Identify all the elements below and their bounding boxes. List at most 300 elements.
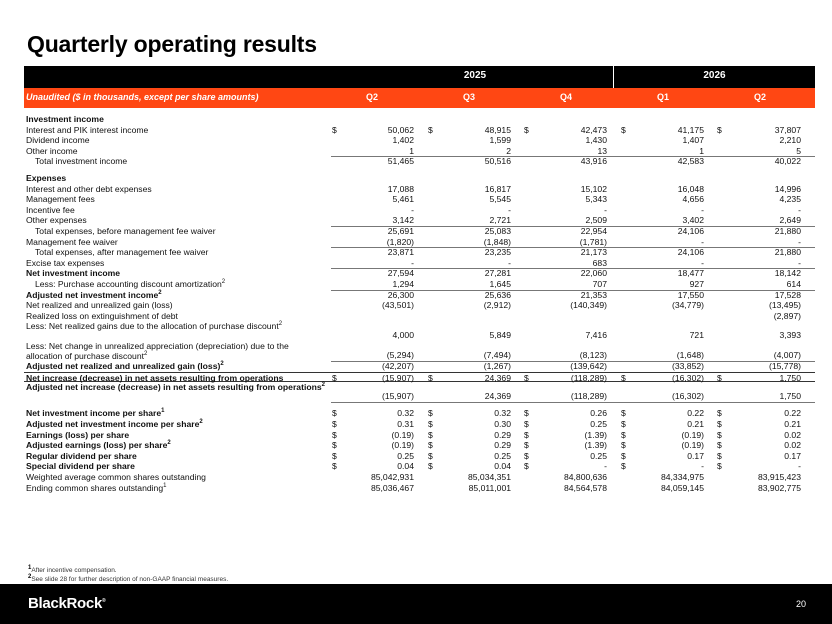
table-row	[24, 290, 815, 301]
row-label	[26, 135, 90, 146]
cell-value: (15,907)	[381, 391, 414, 402]
row-label	[26, 321, 326, 331]
footnote-2	[28, 575, 228, 584]
row-label-text: Excise tax expenses	[26, 257, 105, 268]
cell-value: 43,916	[580, 156, 607, 167]
currency-symbol: $	[332, 419, 337, 430]
cell-value: 85,034,351	[467, 472, 511, 483]
row-label-text: Net realized and unrealized gain (loss)	[26, 300, 173, 311]
currency-symbol: $	[332, 440, 337, 451]
operating-results-table	[24, 66, 815, 493]
cell-value: -	[701, 236, 704, 247]
cell-value: 25,691	[387, 225, 414, 236]
currency-symbol: $	[524, 124, 529, 135]
cell-value: 5,343	[585, 194, 607, 205]
table-body	[24, 108, 815, 493]
row-label-text: Less: Purchase accounting discount amortization	[35, 278, 222, 289]
row-label-text: Expenses	[26, 172, 67, 183]
row-label-text: Less: Net realized gains due to the allocation of purchase discount	[26, 321, 279, 332]
cell-value: (5,294)	[386, 350, 414, 361]
cell-value: 24,369	[484, 372, 511, 383]
unaudited-label: Unaudited ($ in thousands, except per share amounts)	[26, 92, 259, 102]
column-header-q2-2026: Q2	[753, 92, 766, 102]
row-label-text: Earnings (loss) per share	[26, 429, 130, 440]
currency-symbol: $	[621, 440, 626, 451]
cell-value: 26,300	[387, 289, 414, 300]
row-label-text: Management fee waiver	[26, 236, 118, 247]
cell-value: (1,781)	[579, 236, 607, 247]
cell-value: 24,369	[484, 391, 511, 402]
cell-value: (8,123)	[579, 350, 607, 361]
table-row	[24, 146, 815, 157]
cell-value: 41,175	[677, 124, 704, 135]
row-label-text: Adjusted net investment income per share	[26, 419, 200, 430]
row-label-text: Total expenses, after management fee waiver	[35, 247, 209, 258]
cell-value: 85,036,467	[370, 482, 414, 493]
currency-symbol: $	[428, 408, 433, 419]
currency-symbol: $	[428, 429, 433, 440]
footnote-marker: 2	[321, 382, 325, 389]
currency-symbol: $	[621, 450, 626, 461]
table-row	[24, 483, 815, 494]
table-row	[24, 194, 815, 205]
cell-value: 1,599	[489, 135, 511, 146]
cell-value: 2,509	[585, 215, 607, 226]
cell-value: (1,648)	[676, 350, 704, 361]
cell-value: 0.25	[494, 450, 511, 461]
cell-value: 2,721	[489, 215, 511, 226]
table-row	[24, 258, 815, 269]
row-label	[26, 146, 78, 157]
cell-value: (33,852)	[671, 361, 704, 372]
currency-symbol: $	[524, 429, 529, 440]
cell-value: 1,645	[489, 278, 511, 289]
cell-value: 2,210	[779, 135, 801, 146]
cell-value: 1,750	[779, 391, 801, 402]
row-label-text: Adjusted net investment income	[26, 289, 159, 300]
cell-value: 0.32	[397, 408, 414, 419]
row-label	[26, 408, 165, 419]
column-header-q4-2025: Q4	[559, 92, 572, 102]
footnote-marker: 1	[163, 482, 167, 489]
cell-value: 22,060	[580, 268, 607, 279]
cell-value: (13,495)	[768, 300, 801, 311]
row-label	[26, 419, 203, 430]
row-label-text: Adjusted net increase (decrease) in net assets resulting from operations	[26, 382, 322, 393]
cell-value: 84,564,578	[563, 482, 607, 493]
currency-symbol: $	[717, 440, 722, 451]
cell-value: 0.02	[784, 440, 801, 451]
cell-value: 24,106	[677, 247, 704, 258]
table-row	[24, 114, 815, 125]
cell-value: 21,173	[580, 247, 607, 258]
cell-value: 0.25	[590, 450, 607, 461]
cell-value: 14,996	[774, 183, 801, 194]
row-label	[26, 311, 178, 322]
cell-value: 17,528	[774, 289, 801, 300]
cell-value: 48,915	[484, 124, 511, 135]
cell-value: 85,011,001	[468, 482, 511, 493]
cell-value: -	[604, 461, 607, 472]
row-label-text: Interest and other debt expenses	[26, 183, 152, 194]
row-label	[35, 156, 127, 167]
currency-symbol: $	[621, 419, 626, 430]
cell-value: 85,042,931	[370, 472, 414, 483]
table-row	[24, 341, 815, 361]
cell-value: 721	[689, 330, 704, 341]
row-label	[26, 258, 104, 269]
cell-value: 1,407	[682, 135, 704, 146]
row-label-text: Weighted average common shares outstanding	[26, 472, 206, 483]
cell-value: 16,048	[677, 183, 704, 194]
row-label-text: Less: Net change in unrealized appreciation (depreciation) due to the allocation of purchase discount	[26, 341, 289, 362]
row-label-text: Management fees	[26, 194, 95, 205]
cell-value: -	[701, 257, 704, 268]
table-row	[24, 184, 815, 195]
currency-symbol: $	[428, 461, 433, 472]
currency-symbol: $	[428, 450, 433, 461]
currency-symbol: $	[621, 461, 626, 472]
row-label	[26, 215, 87, 226]
table-row	[24, 440, 815, 451]
row-label-text: Regular dividend per share	[26, 450, 137, 461]
row-label	[26, 461, 135, 472]
cell-value: (1,848)	[483, 236, 511, 247]
cell-value: 0.25	[397, 450, 414, 461]
cell-value: 0.31	[397, 419, 414, 430]
cell-value: 3,393	[779, 330, 801, 341]
row-label	[26, 237, 118, 248]
cell-value: (4,007)	[773, 350, 801, 361]
cell-value: 40,022	[774, 156, 801, 167]
cell-value: 0.32	[494, 408, 511, 419]
year-header-2026: 2026	[703, 70, 726, 81]
cell-value: -	[798, 461, 801, 472]
cell-value: 1	[699, 145, 704, 156]
blackrock-logo	[28, 595, 105, 612]
currency-symbol: $	[717, 450, 722, 461]
cell-value: 24,106	[677, 225, 704, 236]
footer-bar	[0, 584, 832, 624]
currency-symbol: $	[332, 450, 337, 461]
cell-value: (7,494)	[483, 350, 511, 361]
currency-symbol: $	[621, 372, 626, 383]
table-row	[24, 451, 815, 462]
table-row	[24, 247, 815, 258]
row-label	[26, 361, 224, 372]
table-row	[24, 419, 815, 430]
row-label	[26, 300, 173, 311]
currency-symbol: $	[332, 408, 337, 419]
footnote-marker: 1	[161, 408, 165, 415]
row-label	[26, 184, 152, 195]
cell-value: 5	[796, 145, 801, 156]
footnote-marker: 2	[144, 351, 148, 358]
cell-value: (1,820)	[386, 236, 414, 247]
footnote-marker: 2	[158, 289, 162, 296]
column-header-q3-2025: Q3	[462, 92, 475, 102]
cell-value: 683	[592, 257, 607, 268]
table-row	[24, 372, 815, 383]
row-label	[35, 226, 216, 237]
cell-value: (118,289)	[570, 372, 607, 383]
currency-symbol: $	[621, 429, 626, 440]
table-row	[24, 268, 815, 279]
cell-value: 707	[592, 278, 607, 289]
row-label	[26, 341, 326, 361]
table-row	[24, 156, 815, 167]
cell-value: 13	[597, 145, 607, 156]
cell-value: 927	[689, 278, 704, 289]
cell-value: 84,800,636	[563, 472, 607, 483]
cell-value: -	[411, 257, 414, 268]
cell-value: 2	[506, 145, 511, 156]
cell-value: -	[701, 204, 704, 215]
footnote-text: After incentive compensation.	[31, 567, 117, 574]
currency-symbol: $	[332, 124, 337, 135]
cell-value: 0.22	[784, 408, 801, 419]
table-row	[24, 279, 815, 290]
table-row	[24, 321, 815, 341]
cell-value: 21,880	[774, 225, 801, 236]
table-row	[24, 300, 815, 311]
cell-value: 5,461	[392, 194, 414, 205]
row-label-text: Total expenses, before management fee waiver	[35, 225, 216, 236]
cell-value: -	[411, 204, 414, 215]
currency-symbol: $	[717, 461, 722, 472]
currency-symbol: $	[621, 124, 626, 135]
cell-value: 22,954	[580, 225, 607, 236]
row-label	[26, 382, 326, 392]
cell-value: (1.39)	[584, 440, 607, 451]
currency-symbol: $	[524, 419, 529, 430]
table-row	[24, 311, 815, 322]
footnote-marker: 2	[220, 361, 224, 368]
row-label	[26, 125, 148, 136]
cell-value: 23,235	[484, 247, 511, 258]
column-header-q2-2025: Q2	[365, 92, 378, 102]
row-label-text: Investment income	[26, 114, 104, 124]
cell-value: 84,059,145	[660, 482, 704, 493]
cell-value: 0.17	[687, 450, 704, 461]
cell-value: -	[508, 204, 511, 215]
cell-value: (1,267)	[483, 361, 511, 372]
cell-value: -	[701, 461, 704, 472]
currency-symbol: $	[524, 440, 529, 451]
row-label	[26, 483, 166, 494]
cell-value: 0.26	[590, 408, 607, 419]
currency-symbol: $	[717, 429, 722, 440]
cell-value: 17,550	[677, 289, 704, 300]
cell-value: 25,636	[484, 289, 511, 300]
cell-value: 0.04	[397, 461, 414, 472]
cell-value: 25,083	[484, 225, 511, 236]
currency-symbol: $	[717, 372, 722, 383]
row-label	[26, 290, 162, 301]
currency-symbol: $	[621, 408, 626, 419]
row-label-text: Other expenses	[26, 215, 87, 226]
footnote-marker: 2	[167, 440, 171, 447]
table-row	[24, 215, 815, 226]
currency-symbol: $	[332, 461, 337, 472]
cell-value: 0.04	[494, 461, 511, 472]
table-row	[24, 361, 815, 372]
row-label-text: Adjusted net realized and unrealized gain (loss)	[26, 361, 221, 372]
cell-value: -	[508, 257, 511, 268]
row-label	[26, 430, 129, 441]
footnote-number: 1	[28, 564, 32, 571]
currency-symbol: $	[428, 440, 433, 451]
row-label	[26, 451, 137, 462]
cell-value: 1,402	[392, 135, 414, 146]
cell-value: (15,778)	[768, 361, 801, 372]
footnotes	[28, 566, 228, 584]
cell-value: (0.19)	[391, 440, 414, 451]
row-label	[26, 173, 66, 184]
cell-value: (140,349)	[570, 300, 607, 311]
cell-value: (0.19)	[391, 429, 414, 440]
cell-value: 0.29	[494, 429, 511, 440]
cell-value: 23,871	[387, 247, 414, 258]
cell-value: 83,902,775	[757, 482, 801, 493]
currency-symbol: $	[717, 124, 722, 135]
row-label-text: Other income	[26, 145, 78, 156]
cell-value: 5,545	[489, 194, 511, 205]
cell-value: (139,642)	[570, 361, 607, 372]
cell-value: 614	[786, 278, 801, 289]
cell-value: 1	[409, 145, 414, 156]
cell-value: 83,915,423	[757, 472, 801, 483]
table-row	[24, 430, 815, 441]
cell-value: 7,416	[585, 330, 607, 341]
table-row	[24, 472, 815, 483]
cell-value: -	[798, 204, 801, 215]
row-label-text: Total investment income	[35, 156, 128, 167]
cell-value: 42,473	[580, 124, 607, 135]
currency-symbol: $	[428, 419, 433, 430]
cell-value: 4,656	[682, 194, 704, 205]
page-title: Quarterly operating results	[27, 31, 317, 57]
cell-value: -	[798, 257, 801, 268]
table-row	[24, 237, 815, 248]
cell-value: 5,849	[489, 330, 511, 341]
cell-value: 0.25	[590, 419, 607, 430]
currency-symbol: $	[428, 372, 433, 383]
cell-value: 18,142	[774, 268, 801, 279]
cell-value: (118,289)	[570, 391, 607, 402]
cell-value: 1,294	[392, 278, 414, 289]
cell-value: 1,430	[585, 135, 607, 146]
cell-value: 50,062	[387, 124, 414, 135]
cell-value: 0.21	[687, 419, 704, 430]
row-label	[35, 247, 208, 258]
cell-value: 15,102	[580, 183, 607, 194]
row-label-text: Net investment income	[26, 268, 121, 279]
cell-value: 3,142	[392, 215, 414, 226]
row-label-text: Ending common shares outstanding	[26, 482, 164, 493]
table-row	[24, 382, 815, 402]
cell-value: (0.19)	[681, 429, 704, 440]
cell-value: 37,807	[774, 124, 801, 135]
cell-value: 4,000	[392, 330, 414, 341]
table-row	[24, 173, 815, 184]
row-label-text: Adjusted earnings (loss) per share	[26, 440, 168, 451]
cell-value: 0.22	[687, 408, 704, 419]
cell-value: 51,465	[387, 156, 414, 167]
table-row	[24, 125, 815, 136]
row-label	[26, 194, 95, 205]
cell-value: 0.30	[494, 419, 511, 430]
row-label	[26, 268, 120, 279]
cell-value: 16,817	[484, 183, 511, 194]
currency-symbol: $	[524, 461, 529, 472]
row-label-text: Net investment income per share	[26, 408, 162, 419]
year-header-row	[24, 66, 815, 88]
cell-value: 1,750	[779, 372, 801, 383]
row-label	[26, 114, 104, 125]
footnote-marker: 2	[278, 321, 283, 328]
footnote-text: See slide 28 for further description of non-GAAP financial measures.	[31, 576, 229, 583]
row-label-text: Special dividend per share	[26, 461, 135, 472]
row-label-text: Net increase (decrease) in net assets resulting from operations	[26, 372, 284, 383]
table-row	[24, 226, 815, 237]
cell-value: -	[798, 236, 801, 247]
cell-value: (15,907)	[381, 372, 414, 383]
logo-mark: ®	[102, 598, 106, 604]
cell-value: 27,281	[484, 268, 511, 279]
currency-symbol: $	[428, 124, 433, 135]
cell-value: 0.17	[784, 450, 801, 461]
cell-value: 42,583	[677, 156, 704, 167]
cell-value: (1.39)	[584, 429, 607, 440]
cell-value: (34,779)	[671, 300, 704, 311]
page-number: 20	[795, 599, 806, 609]
cell-value: 0.29	[494, 440, 511, 451]
cell-value: 0.21	[784, 419, 801, 430]
cell-value: 0.02	[784, 429, 801, 440]
cell-value: 17,088	[387, 183, 414, 194]
cell-value: (2,897)	[773, 310, 801, 321]
row-label	[26, 440, 171, 451]
row-label-text: Dividend income	[26, 135, 90, 146]
table-row	[24, 205, 815, 216]
table-row	[24, 408, 815, 419]
column-header-row	[24, 88, 815, 108]
cell-value: 84,334,975	[660, 472, 704, 483]
logo-text: BlackRock	[28, 595, 103, 612]
cell-value: (16,302)	[671, 391, 704, 402]
row-label-text: Interest and PIK interest income	[26, 124, 149, 135]
currency-symbol: $	[524, 408, 529, 419]
currency-symbol: $	[717, 419, 722, 430]
currency-symbol: $	[524, 450, 529, 461]
footnote-marker: 2	[199, 419, 203, 426]
footnote-1	[28, 566, 228, 575]
footnote-number: 2	[28, 573, 32, 580]
row-label	[35, 279, 225, 290]
cell-value: (43,501)	[381, 300, 414, 311]
cell-value: 2,649	[779, 215, 801, 226]
currency-symbol: $	[717, 408, 722, 419]
column-header-q1-2026: Q1	[656, 92, 669, 102]
year-header-2025: 2025	[463, 70, 487, 81]
cell-value: 3,402	[682, 215, 704, 226]
cell-value: (16,302)	[671, 372, 704, 383]
row-label-text: Realized loss on extinguishment of debt	[26, 310, 178, 321]
table-row	[24, 135, 815, 146]
cell-value: 27,594	[387, 268, 414, 279]
footnote-marker: 2	[221, 279, 226, 286]
